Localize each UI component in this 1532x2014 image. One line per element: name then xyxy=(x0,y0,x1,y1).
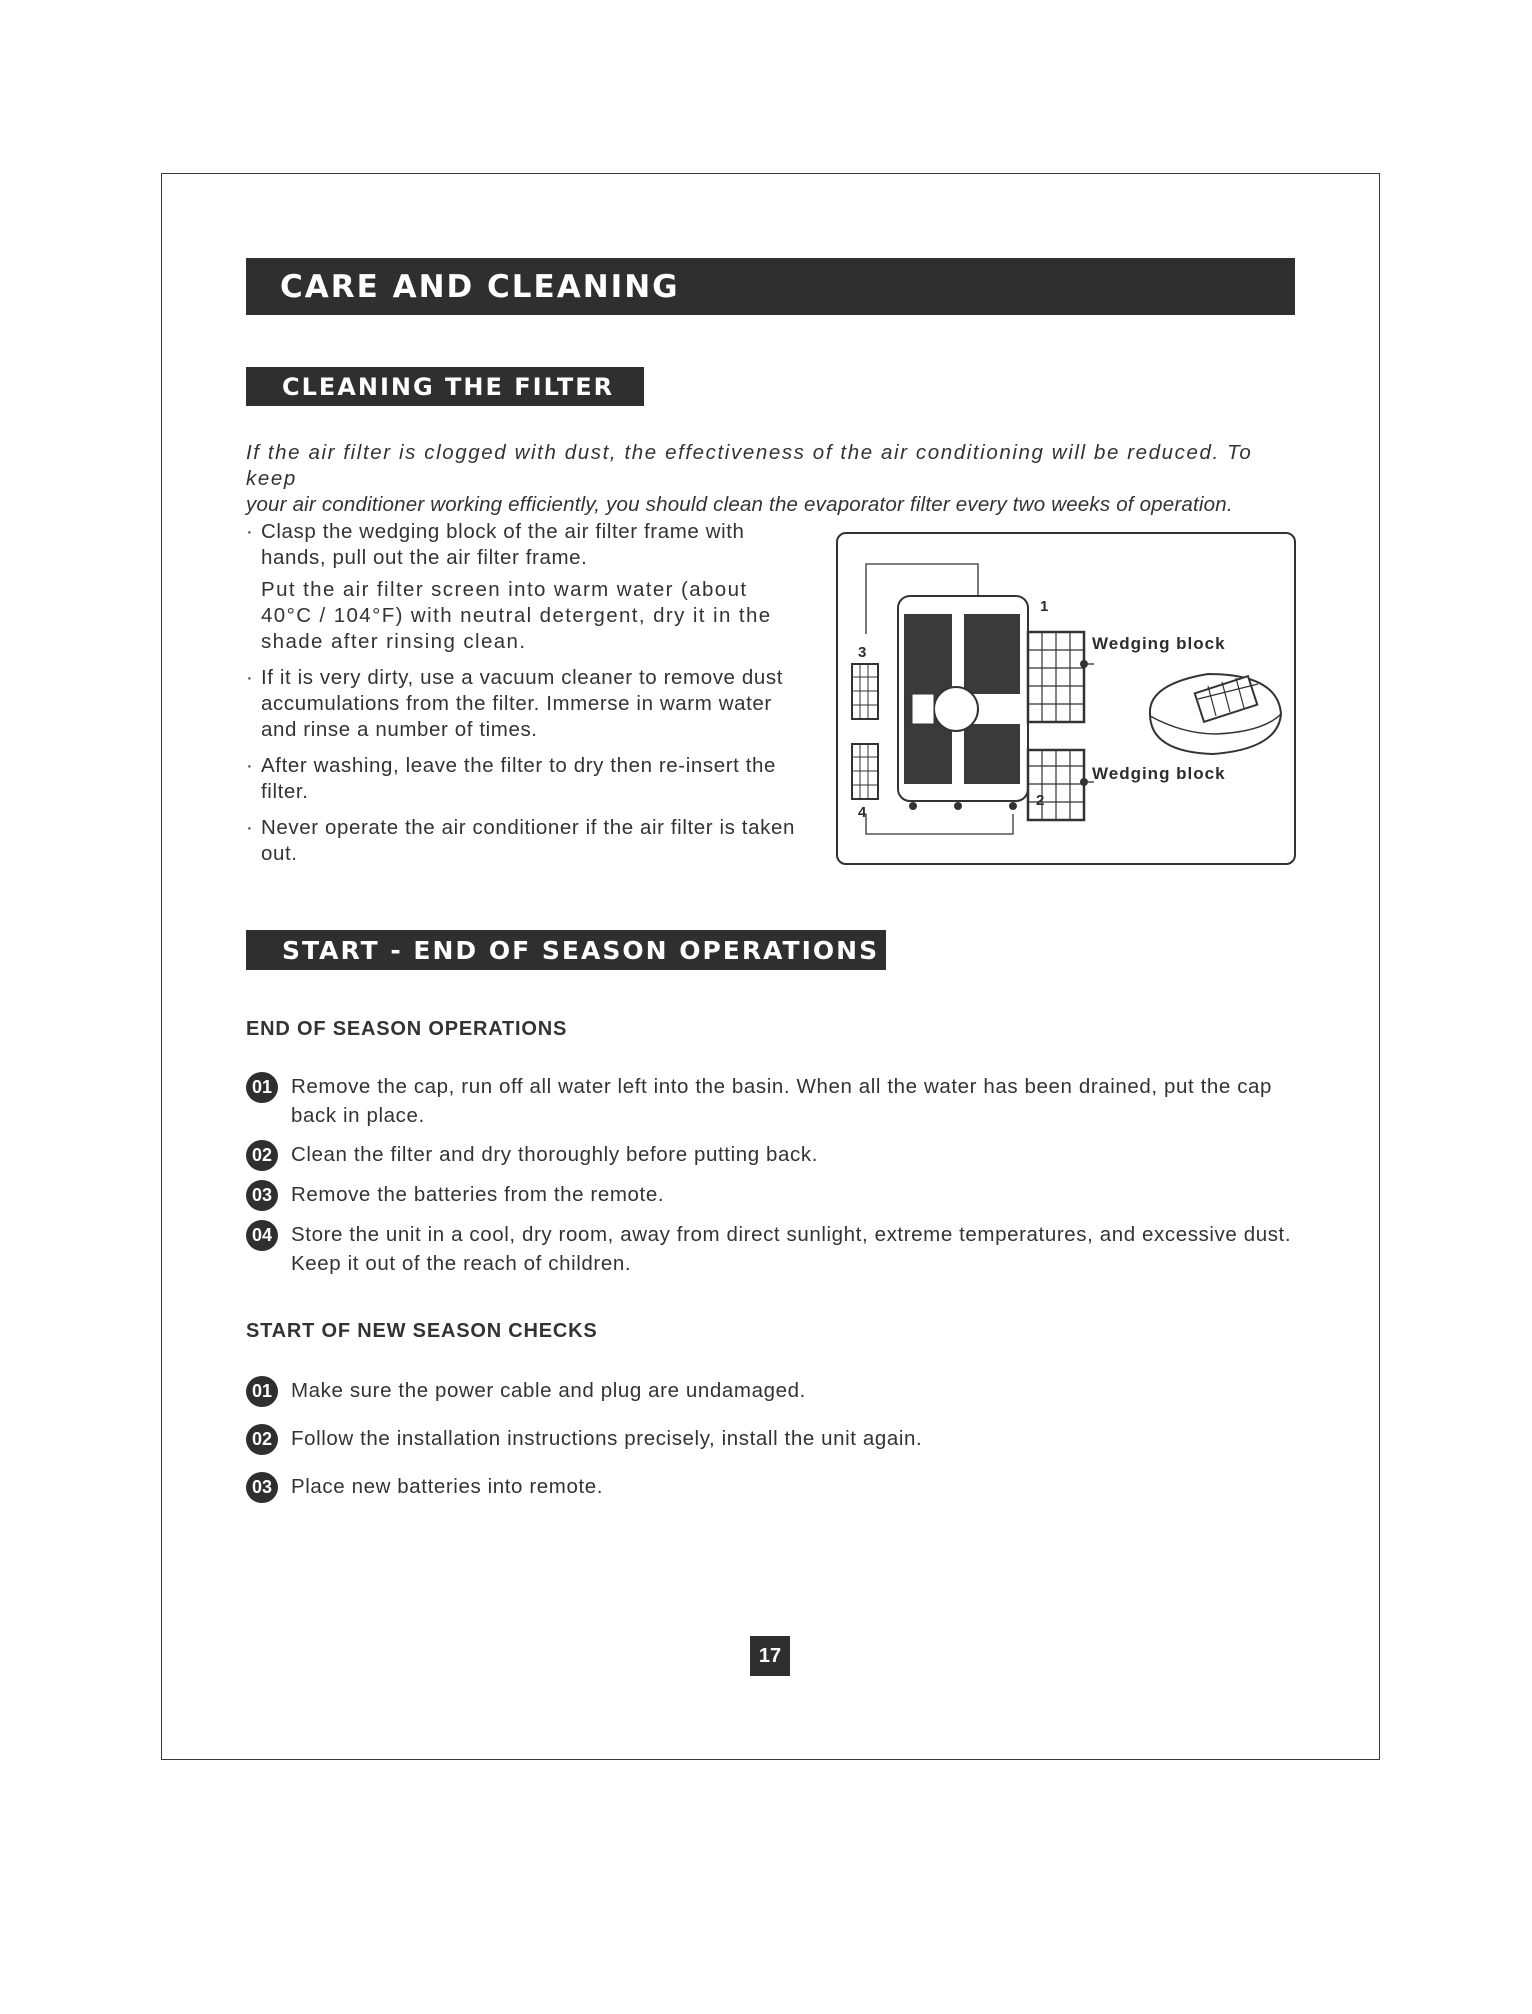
filter-step xyxy=(246,753,796,805)
start-season-heading: START OF NEW SEASON CHECKS xyxy=(246,1320,598,1342)
intro-line-1: If the air filter is clogged with dust, the effectiveness of the air conditioning will be reduced. To keep xyxy=(246,441,1253,490)
start-season-item-text: Follow the installation instructions precisely, install the unit again. xyxy=(291,1427,923,1450)
page-title: CARE AND CLEANING xyxy=(246,258,1295,315)
end-season-item xyxy=(246,1220,1306,1278)
wedging-block-label-top: Wedging block xyxy=(1092,634,1226,653)
end-season-item-text: Store the unit in a cool, dry room, away from direct sunlight, extreme temperatures, and excessive dust. Keep it out of the reach of children. xyxy=(291,1223,1292,1275)
start-season-item xyxy=(246,1472,1306,1501)
filter-steps xyxy=(246,519,796,877)
step-number-badge: 02 xyxy=(246,1424,278,1455)
step-number-badge: 01 xyxy=(246,1072,278,1103)
step-number-badge: 04 xyxy=(246,1220,278,1251)
end-season-item-text: Clean the filter and dry thoroughly before putting back. xyxy=(291,1143,819,1166)
start-season-list xyxy=(246,1376,1306,1501)
intro-paragraph xyxy=(246,440,1298,518)
callout-number-3: 3 xyxy=(858,644,867,661)
filter-step-text: Clasp the wedging block of the air filter frame with hands, pull out the air filter frame. xyxy=(261,520,745,569)
bullet-dot: · xyxy=(246,520,254,543)
filter-step-text: After washing, leave the filter to dry then re-insert the filter. xyxy=(261,754,777,803)
filter-step-text: Never operate the air conditioner if the air filter is taken out. xyxy=(261,816,795,865)
start-season-item xyxy=(246,1376,1306,1405)
end-season-heading: END OF SEASON OPERATIONS xyxy=(246,1018,568,1040)
start-season-item xyxy=(246,1424,1306,1453)
intro-line-2: your air conditioner working efficiently, you should clean the evaporator filter every two weeks of operation. xyxy=(246,493,1233,516)
end-season-item xyxy=(246,1180,1306,1209)
filter-step-text: If it is very dirty, use a vacuum cleaner to remove dust accumulations from the filter. Immerse in warm water and rinse a number of times. xyxy=(261,666,783,741)
start-season-item-text: Make sure the power cable and plug are undamaged. xyxy=(291,1379,806,1402)
bullet-dot: · xyxy=(246,666,254,689)
bullet-dot: · xyxy=(246,816,254,839)
filter-step xyxy=(246,519,796,655)
bullet-dot: · xyxy=(246,754,254,777)
end-season-item-text: Remove the cap, run off all water left into the basin. When all the water has been drained, put the cap back in place. xyxy=(291,1075,1273,1127)
section-title-season-operations: START - END OF SEASON OPERATIONS xyxy=(246,930,886,970)
step-number-badge: 03 xyxy=(246,1180,278,1211)
callout-number-1: 1 xyxy=(1040,598,1049,615)
step-number-badge: 02 xyxy=(246,1140,278,1171)
wedging-block-label-bottom: Wedging block xyxy=(1092,764,1226,783)
end-season-item-text: Remove the batteries from the remote. xyxy=(291,1183,665,1206)
end-season-item xyxy=(246,1140,1306,1169)
callout-number-4: 4 xyxy=(858,804,867,821)
filter-step xyxy=(246,665,796,743)
start-season-item-text: Place new batteries into remote. xyxy=(291,1475,604,1498)
end-season-list xyxy=(246,1072,1306,1278)
page-number: 17 xyxy=(750,1636,790,1676)
filter-step-extra: Put the air filter screen into warm water (about 40°C / 104°F) with neutral detergent, dry it in the shade after rinsing clean. xyxy=(261,578,772,653)
end-season-item xyxy=(246,1072,1306,1130)
filter-diagram xyxy=(836,532,1296,865)
callout-number-2: 2 xyxy=(1036,792,1045,809)
filter-step xyxy=(246,815,796,867)
step-number-badge: 01 xyxy=(246,1376,278,1407)
section-title-cleaning-filter: CLEANING THE FILTER xyxy=(246,367,644,406)
step-number-badge: 03 xyxy=(246,1472,278,1503)
air-conditioner-illustration xyxy=(838,534,1298,867)
